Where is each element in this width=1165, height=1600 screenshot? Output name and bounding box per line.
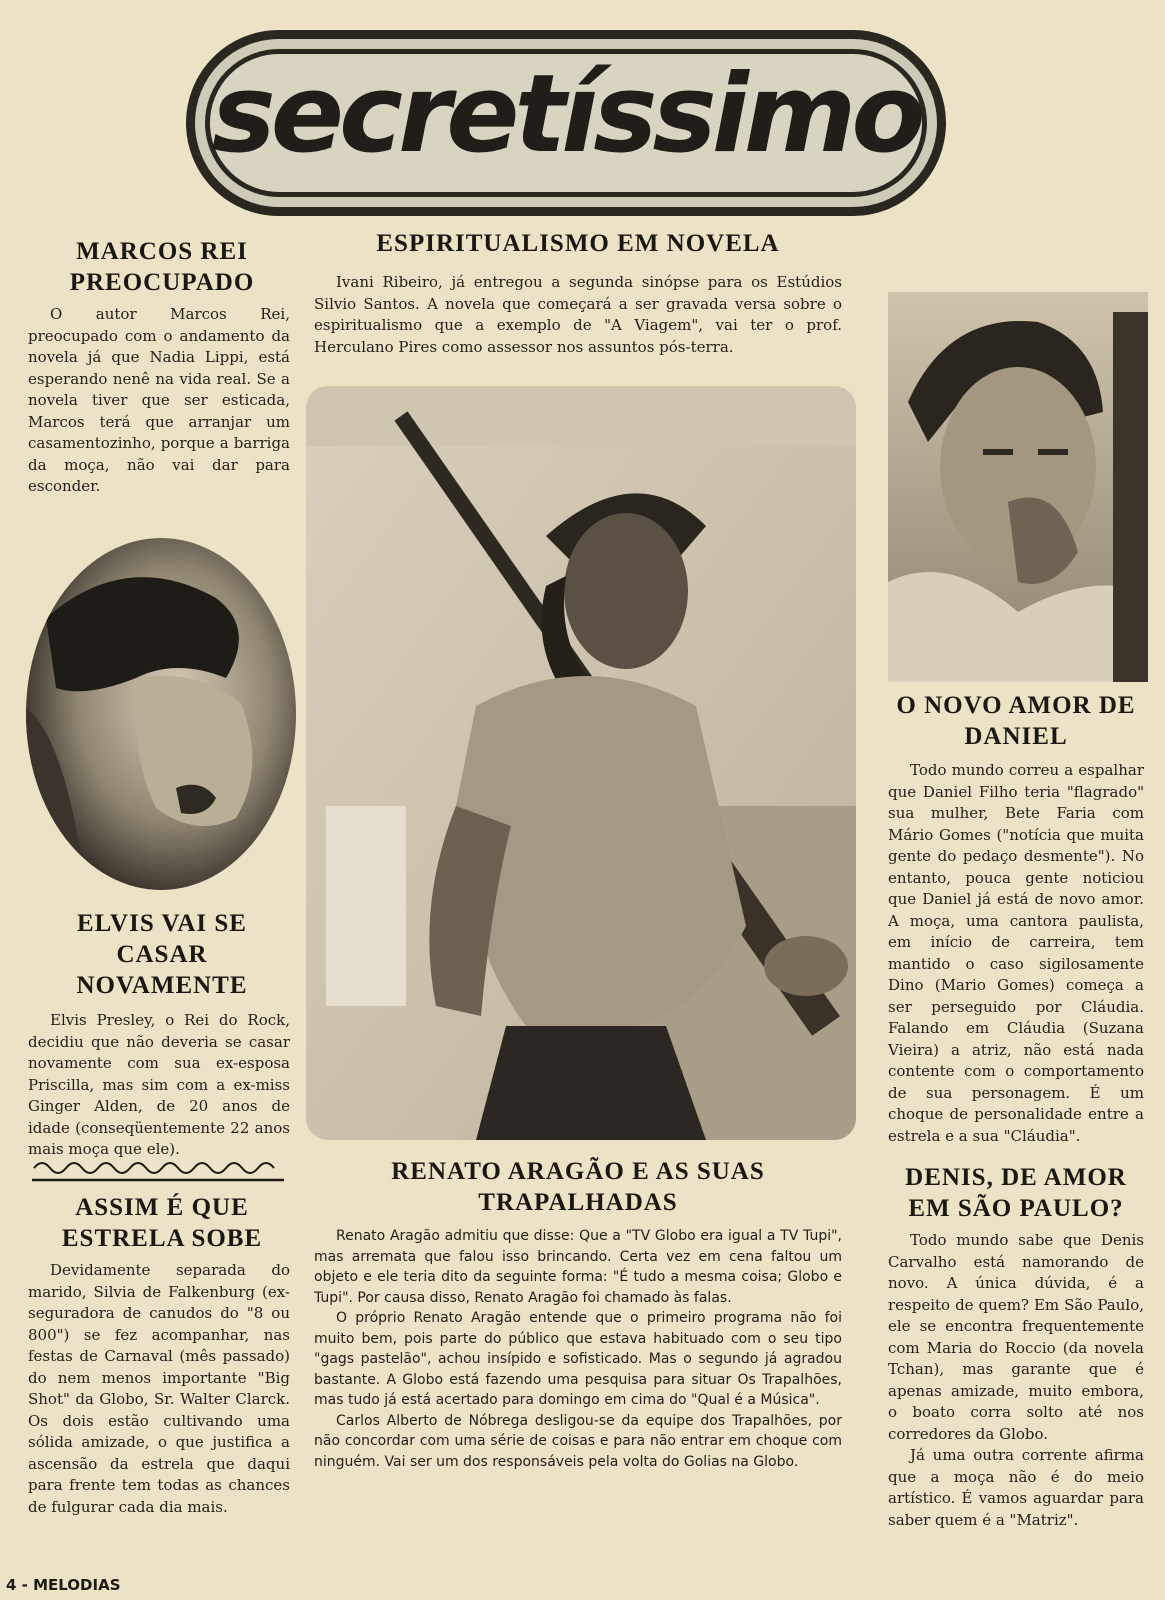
article-daniel [888,760,1144,1147]
article-elvis [28,1010,290,1161]
article-renato-aragao-p2: O próprio Renato Aragão entende que o primeiro programa não foi muito bem, pois parte do público que estava habituado com o seu tipo "gags pastelão", achou insípido e sofisticado. Mas o segundo já agradou bastante. A Globo está fazendo uma pesquisa para situar Os Trapalhões, mas tudo já está acertado para domingo em cima do "Qual é a Música". [314,1310,842,1408]
daniel-filho-photo-image [888,292,1148,682]
article-daniel-text: Todo mundo correu a espalhar que Daniel Filho teria "flagrado" sua mulher, Bete Faria com Mário Gomes ("notícia que muita gente do pedaço desmente"). No entanto, pouca gente noticiou que Daniel já está de novo amor. A moça, uma cantora paulista, em início de carreira, tem mantido o caso sigilosamente Dino (Mario Gomes) começa a ser perseguido por Cláudia. Falando em Cláudia (Suzana Vieira) a atriz, não está nada contente com o comportamento de sua personagem. É um choque de personalidade entre a estrela e a sua "Cláudia". [888,761,1144,1145]
article-denis-p1: Todo mundo sabe que Denis Carvalho está namorando de novo. A única dúvida, é a respeito de quem? Em São Paulo, ele se encontra frequentemente com Maria do Roccio (da novela Tchan), mas garante que é apenas amizade, muito embora, o boato corra solto até nos corredores da Globo. [888,1231,1144,1443]
article-marcos-rei [28,304,290,498]
headline-marcos-rei: MARCOS REI PREOCUPADO [69,238,255,296]
renato-aragao-photo [306,386,856,1140]
article-estrela [28,1260,290,1518]
headline-renato-aragao: RENATO ARAGÃO E AS SUAS TRAPALHADAS [391,1158,765,1216]
article-marcos-rei-text: O autor Marcos Rei, preocupado com o andamento da novela já que Nadia Lippi, está esperando nenê na vida real. Se a novela tiver que ser esticada, Marcos terá que arranjar um casamentozinho, porque a barriga da moça, não vai dar para esconder. [28,305,290,495]
article-denis [888,1230,1144,1531]
renato-aragao-photo-image [306,386,856,1140]
article-denis-p2: Já uma outra corrente afirma que a moça não é do meio artístico. É vamos aguardar para saber quem é a "Matriz". [888,1446,1144,1529]
headline-espiritualismo: ESPIRITUALISMO EM NOVELA [376,230,780,257]
elvis-photo-image [26,538,296,890]
article-espiritualismo [314,272,842,358]
divider-ornament [32,1156,284,1186]
article-renato-aragao [314,1226,842,1472]
masthead-title: secretíssimo [211,52,921,177]
headline-denis: DENIS, DE AMOR EM SÃO PAULO? [905,1164,1127,1222]
article-renato-aragao-p1: Renato Aragão admitiu que disse: Que a "TV Globo era igual a TV Tupi", mas arremata que falou isso brincando. Certa vez em cena faltou um objeto e ele teria dito da seguinte forma: "É tudo a mesma coisa; Globo e Tupi". Por causa disso, Renato Aragão foi chamado às falas. [314,1228,842,1306]
article-elvis-text: Elvis Presley, o Rei do Rock, decidiu que não deveria se casar novamente com sua ex-esposa Priscilla, mas sim com a ex-miss Ginger Alden, de 20 anos de idade (conseqüentemente 22 anos mais moça que ele). [28,1011,290,1158]
article-espiritualismo-text: Ivani Ribeiro, já entregou a segunda sinópse para os Estúdios Silvio Santos. A novela que começará a ser gravada versa sobre o espiritualismo que a exemplo de "A Viagem", vai ter o prof. Herculano Pires como assessor nos assuntos pós-terra. [314,273,842,356]
masthead-frame [186,30,946,216]
article-renato-aragao-p3: Carlos Alberto de Nóbrega desligou-se da equipe dos Trapalhões, por não concordar com uma série de coisas e para não entrar em choque com ninguém. Vai ser um dos responsáveis pela volta do Golias na Globo. [314,1412,842,1470]
elvis-photo [26,538,296,890]
headline-estrela: ASSIM É QUE ESTRELA SOBE [61,1194,263,1252]
headline-elvis: ELVIS VAI SE CASAR NOVAMENTE [76,910,248,999]
page-footer: 4 - MELODIAS [6,1576,121,1594]
headline-daniel: O NOVO AMOR DE DANIEL [896,692,1136,750]
article-estrela-text: Devidamente separada do marido, Silvia de Falkenburg (ex-seguradora de canudos do "8 ou 800") se fez acompanhar, nas festas de Carnaval (mês passado) do nem menos importante "Big Shot" da Globo, Sr. Walter Clarck. Os dois estão cultivando uma sólida amizade, o que justifica a ascensão da estrela que daqui para frente tem todas as chances de fulgurar cada dia mais. [28,1261,290,1516]
daniel-filho-photo [888,292,1148,682]
